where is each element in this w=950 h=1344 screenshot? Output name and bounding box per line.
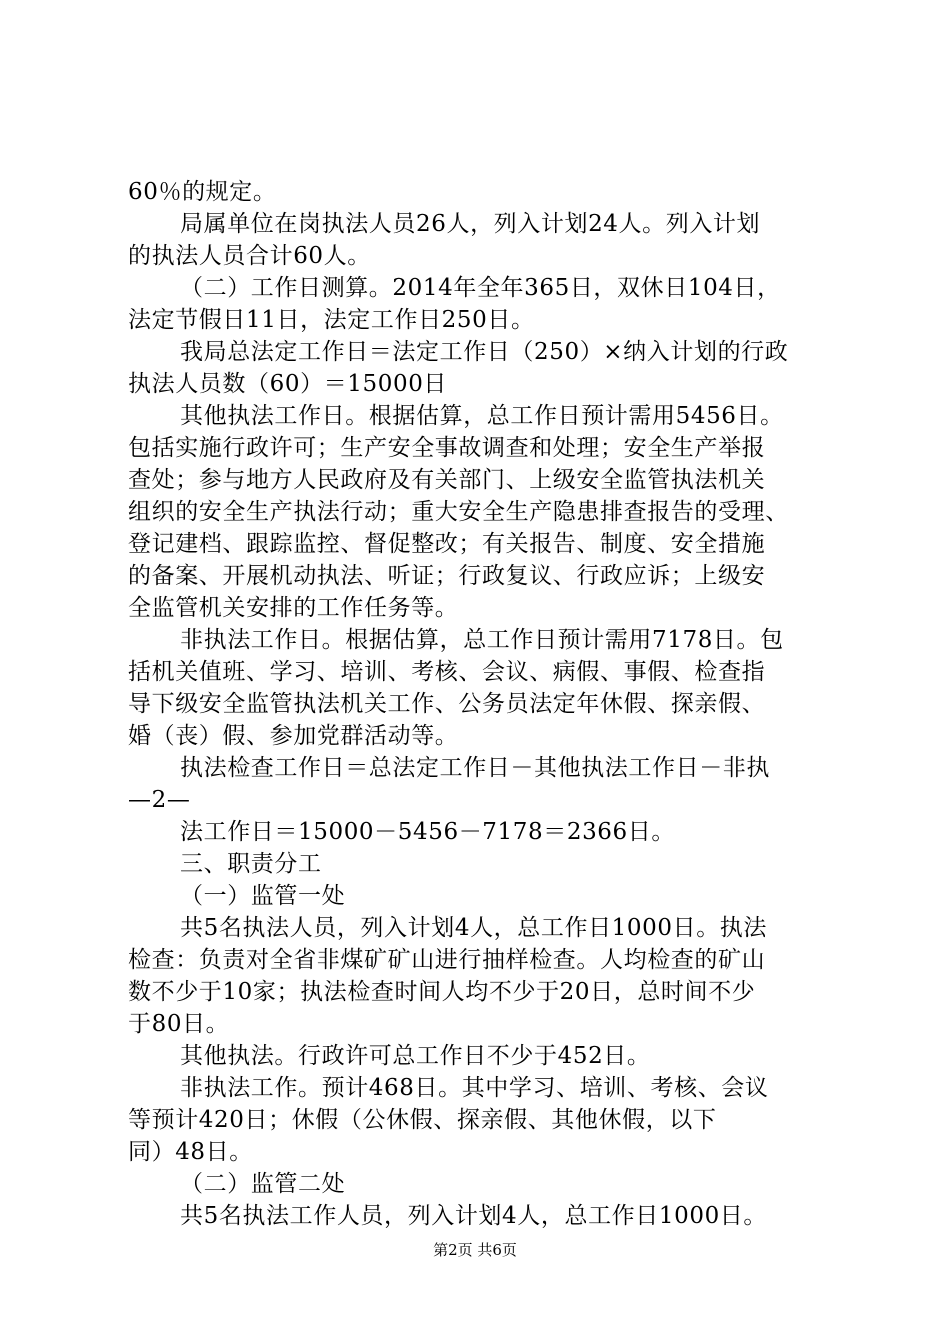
text-line: 非执法工作。预计468日。其中学习、培训、考核、会议	[180, 1075, 769, 1101]
text-line: 其他执法。行政许可总工作日不少于452日。	[180, 1043, 651, 1069]
page-marker: —2—	[128, 787, 191, 813]
text-line: 登记建档、跟踪监控、督促整改；有关报告、制度、安全措施	[128, 531, 766, 557]
text-line: 于80日。	[128, 1011, 230, 1037]
text-line: 法工作日＝15000－5456－7178＝2366日。	[180, 819, 675, 845]
text-line: 法定节假日11日，法定工作日250日。	[128, 307, 535, 333]
text-line: 检查：负责对全省非煤矿矿山进行抽样检查。人均检查的矿山	[128, 947, 766, 973]
text-line: （二）工作日测算。2014年全年365日，双休日104日，	[180, 275, 781, 301]
text-line: 括机关值班、学习、培训、考核、会议、病假、事假、检查指	[128, 659, 766, 685]
subsection-heading: （二）监管二处	[180, 1171, 346, 1197]
text-line: 共5名执法人员，列入计划4人，总工作日1000日。执法	[180, 915, 767, 941]
text-line: 执法人员数（60）＝15000日	[128, 371, 448, 397]
text-line: 婚（丧）假、参加党群活动等。	[128, 723, 459, 749]
text-line: 导下级安全监管执法机关工作、公务员法定年休假、探亲假、	[128, 691, 766, 717]
text-line: 60％的规定。	[128, 179, 277, 205]
text-line: 数不少于10家；执法检查时间人均不少于20日，总时间不少	[128, 979, 756, 1005]
text-line: 共5名执法工作人员，列入计划4人，总工作日1000日。	[180, 1203, 767, 1229]
text-line: 全监管机关安排的工作任务等。	[128, 595, 459, 621]
text-line: 同）48日。	[128, 1139, 253, 1165]
text-line: 等预计420日；休假（公休假、探亲假、其他休假，以下	[128, 1107, 717, 1133]
text-line: 的执法人员合计60人。	[128, 243, 371, 269]
page-footer: 第2页 共6页	[433, 1241, 517, 1259]
text-line: 我局总法定工作日＝法定工作日（250）×纳入计划的行政	[180, 339, 789, 365]
text-line: 查处；参与地方人民政府及有关部门、上级安全监管执法机关	[128, 467, 766, 493]
text-line: 执法检查工作日＝总法定工作日－其他执法工作日－非执	[180, 755, 770, 781]
text-line: 其他执法工作日。根据估算，总工作日预计需用5456日。	[180, 403, 784, 429]
section-heading: 三、职责分工	[180, 851, 322, 877]
text-line: 的备案、开展机动执法、听证；行政复议、行政应诉；上级安	[128, 563, 766, 589]
subsection-heading: （一）监管一处	[180, 883, 346, 909]
text-line: 组织的安全生产执法行动；重大安全生产隐患排查报告的受理、	[128, 499, 789, 525]
text-line: 非执法工作日。根据估算，总工作日预计需用7178日。包	[180, 627, 784, 653]
text-line: 局属单位在岗执法人员26人，列入计划24人。列入计划	[180, 211, 761, 237]
text-line: 包括实施行政许可；生产安全事故调查和处理；安全生产举报	[128, 435, 766, 461]
